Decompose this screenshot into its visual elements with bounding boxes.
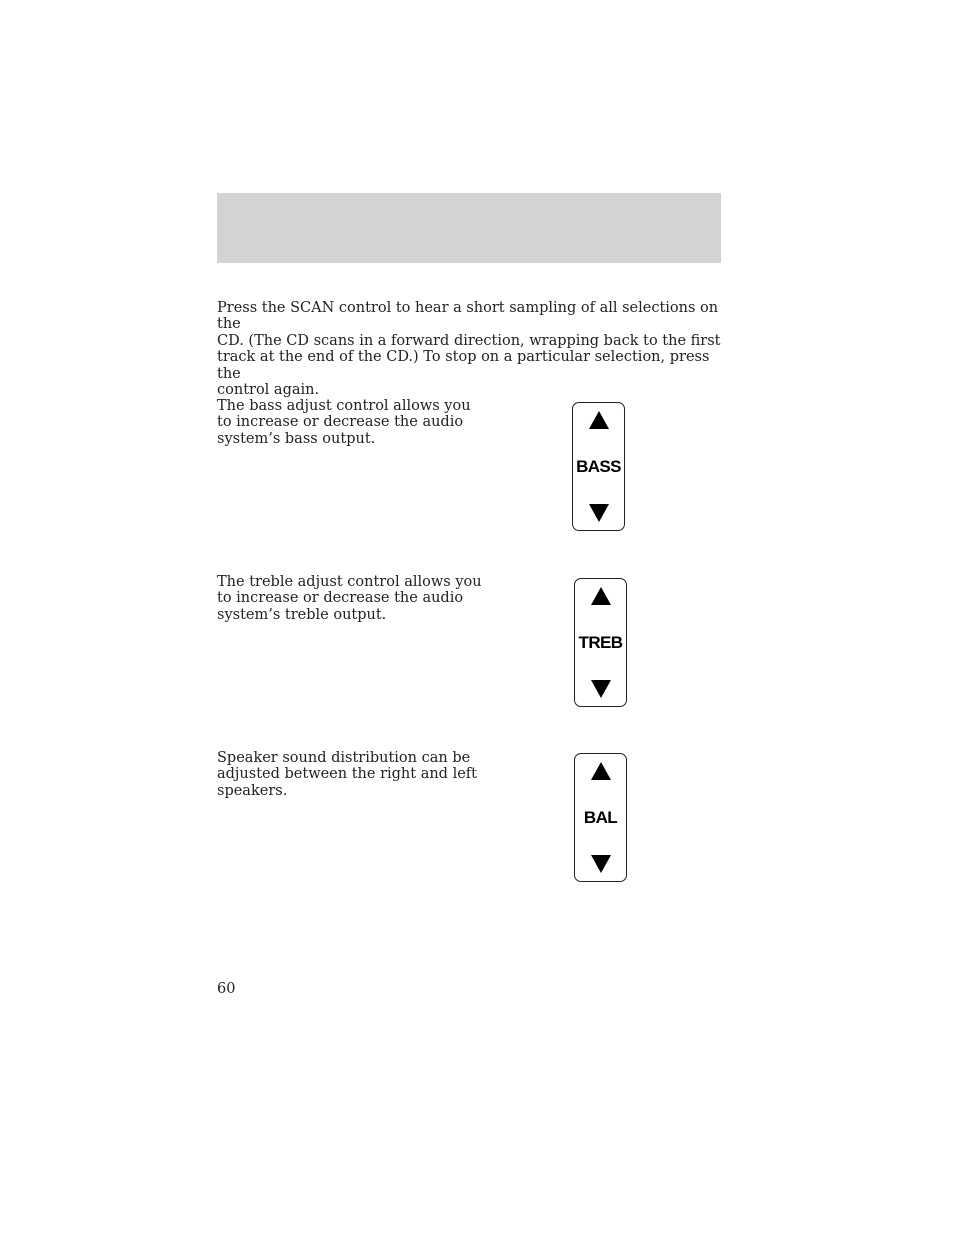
bass-label: BASS [576, 457, 621, 476]
arrow-up-icon[interactable] [589, 411, 609, 429]
treble-control[interactable] [574, 578, 627, 707]
bass-description: The bass adjust control allows you to increase or decrease the audio system’s bass output. [217, 398, 471, 447]
balance-control[interactable] [574, 753, 627, 882]
arrow-up-icon[interactable] [591, 587, 611, 605]
treble-description: The treble adjust control allows you to increase or decrease the audio system’s treble output. [217, 574, 482, 623]
bass-control[interactable] [572, 402, 625, 531]
page-number: 60 [217, 981, 236, 997]
arrow-down-icon[interactable] [589, 504, 609, 522]
arrow-down-icon[interactable] [591, 855, 611, 873]
balance-description: Speaker sound distribution can be adjusted between the right and left speakers. [217, 750, 477, 799]
arrow-up-icon[interactable] [591, 762, 611, 780]
arrow-down-icon[interactable] [591, 680, 611, 698]
section-header-bar [217, 193, 721, 263]
scan-description: Press the SCAN control to hear a short sampling of all selections on the CD. (The CD scans in a forward direction, wrapping back to the first track at the end of the CD.) To stop on a particular selection, press the control again. [217, 300, 721, 399]
balance-label: BAL [583, 808, 618, 827]
treble-label: TREB [578, 633, 623, 652]
